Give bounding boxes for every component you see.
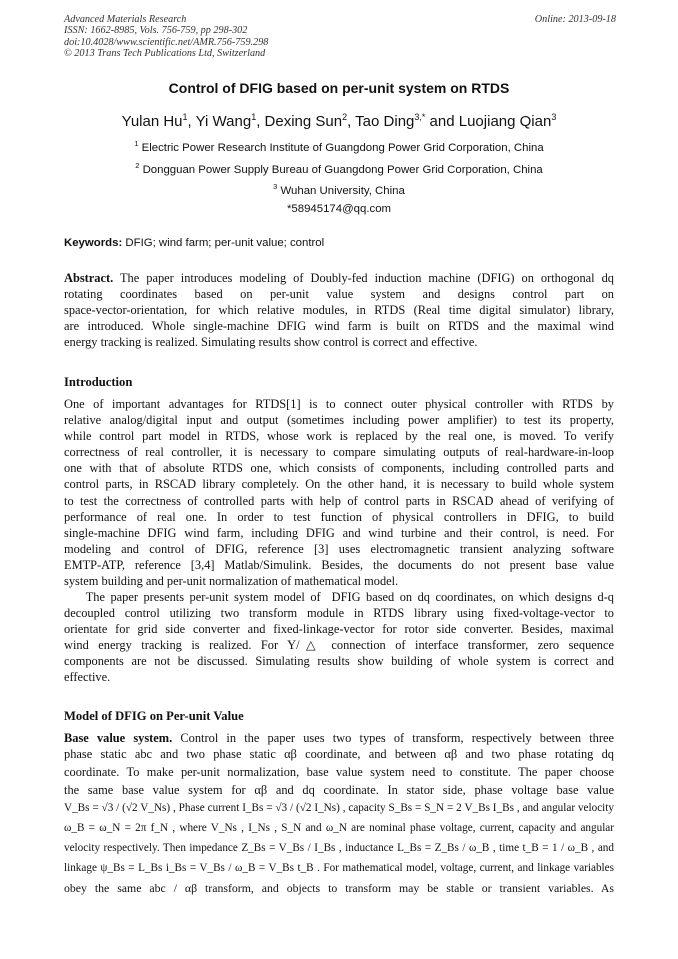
- section-heading-introduction: Introduction: [64, 375, 133, 389]
- affiliation-3: $^3$ Wuhan University, China: [273, 182, 405, 197]
- author-sup: 1: [182, 112, 188, 122]
- author-sup: 1: [251, 112, 257, 122]
- equation-line: ω_B = ω_N = 2π f_N , where V_Ns , I_Ns , S_N and ω_N are nominal phase voltage, current, capacity and angular: [64, 822, 614, 835]
- abstract-label: Abstract.: [64, 271, 114, 285]
- paper-title: Control of DFIG based on per-unit system on RTDS: [168, 80, 510, 96]
- corresponding-email: *58945174@qq.com: [286, 203, 392, 215]
- section-heading-model: Model of DFIG on Per-unit Value: [64, 709, 244, 723]
- author-list: [0, 112, 678, 130]
- affiliation-2: $^2$ Dongguan Power Supply Bureau of Guangdong Power Grid Corporation, China: [135, 161, 543, 176]
- keywords-label: Keywords:: [64, 237, 123, 249]
- author-name: , Dexing Sun: [256, 113, 343, 130]
- equation-line: velocity respectively. Then impedance Z_Bs = V_Bs / I_Bs , inductance L_Bs = Z_Bs / ω_B , time t_B = 1 / ω_B , and: [64, 842, 614, 855]
- introduction-paragraph-1: One of important advantages for RTDS[1] is to connect outer physical controller with RTDS by relative analog/digital input and output (sometimes including power amplifier) to test its property, while control part model in RTDS, whose work is replaced by the real one, is moved. To verify correctness of real controller, it is necessary to compare simulating outputs of real-hardware-in-loop one with that of absolute RTDS one, which consists of components, including controlled parts and control parts, in RSCAD library completely. On the other hand, it is necessary to build whole system to test the correctness of controlled parts with help of control parts in RSCAD ahead of verifying of performance of real one. In order to test function of physical controllers in DFIG, to build single-machine DFIG wind farm, including DFIG and wind turbine and their control, is need. For modeling and control of DFIG, reference [3] uses electromagnetic transient analyzing software EMTP-ATP, reference [3,4] Matlab/Simulink. Besides, the documents do not present base value system building and per-unit normalization of mathematical model.: [64, 397, 614, 589]
- abstract: Abstract. The paper introduces modeling of Doubly-fed induction machine (DFIG) on orthogonal dq rotating coordinates based on per-unit value system and designs control part on space-vector-orientation, for which relative modules, in RTDS (Real time digital simulator) library, are introduced. Whole single-machine DFIG wind farm is built on RTDS and the maximal wind energy tracking is realized. Simulating results show control is correct and effective.: [64, 271, 614, 350]
- author-sup: 3,*: [414, 112, 426, 122]
- equation-line: V_Bs = √3 / (√2 V_Ns) , Phase current I_Bs = √3 / (√2 I_Ns) , capacity S_Bs = S_N = 2 V_Bs I_Bs , and angular velocity: [64, 802, 614, 815]
- journal-name: Advanced Materials Research: [64, 14, 187, 25]
- keywords: [64, 237, 324, 249]
- doi: doi:10.4028/www.scientific.net/AMR.756-759.298: [64, 36, 269, 48]
- journal-header: [64, 14, 616, 60]
- author-sup: 2: [342, 112, 348, 122]
- keywords-text: DFIG; wind farm; per-unit value; control: [122, 237, 325, 249]
- author-name: , Yi Wang: [187, 113, 252, 130]
- copyright: © 2013 Trans Tech Publications Ltd, Switzerland: [64, 48, 266, 60]
- equation-line: obey the same abc / αβ transform, and objects to transform may be stable or transient variables. As: [64, 881, 614, 896]
- author-sup: 3: [551, 112, 557, 122]
- model-paragraph: Base value system. Control in the paper uses two types of transform, respectively between three phase static abc and two phase static αβ coordinate, and between αβ and two phase rotating dq coordinate. To make per-unit normalization, base value system need to constitute. The paper choose the same base value system for αβ and dq coordinate. In stator side, phase voltage base value V_Bs = √3 / (√2 V_Ns) , Phase current I_Bs = √3 / (√2 I_Ns) , capacity S_Bs = S_N = 2 V_Bs I_Bs , and angular velocity ω_B = ω_N = 2π f_N , where V_Ns , I_Ns , S_N and ω_N are nominal phase voltage, current, capacity and angular velocity respectively. Then impedance Z_Bs = V_Bs / I_Bs , inductance L_Bs = Z_Bs / ω_B , time t_B = 1 / ω_B , and linkage ψ_Bs = L_Bs i_Bs = V_Bs / ω_B = V_Bs t_B . For mathematical model, voltage, current, and linkage variables obey the same abc / αβ transform, and objects to transform may be stable or transient variables. As: [64, 730, 614, 898]
- author-name: Yulan Hu: [121, 113, 183, 130]
- equation-line: linkage ψ_Bs = L_Bs i_Bs = V_Bs / ω_B = V_Bs t_B . For mathematical model, voltage, current, and linkage variables: [64, 862, 614, 875]
- affiliation-1: $^1$ Electric Power Research Institute of Guangdong Power Grid Corporation, China: [134, 139, 544, 154]
- introduction-paragraph-2: The paper presents per-unit system model of DFIG based on dq coordinates, on which designs d-q decoupled control utilizing two transform module in RTDS library using fixed-voltage-vector to orientate for grid side converter and fixed-linkage-vector for rotor side converter. Besides, maximal wind energy tracking is realized. For Y/△ connection of interface transformer, zero sequence components are not be discussed. Simulating results show building of whole system is correct and effective.: [64, 590, 614, 685]
- base-value-label: Base value system.: [64, 731, 173, 745]
- issn: ISSN: 1662-8985, Vols. 756-759, pp 298-302: [64, 25, 248, 37]
- author-name: and Luojiang Qian: [425, 113, 552, 130]
- author-name: , Tao Ding: [347, 113, 415, 130]
- online-date: Online: 2013-09-18: [534, 14, 616, 25]
